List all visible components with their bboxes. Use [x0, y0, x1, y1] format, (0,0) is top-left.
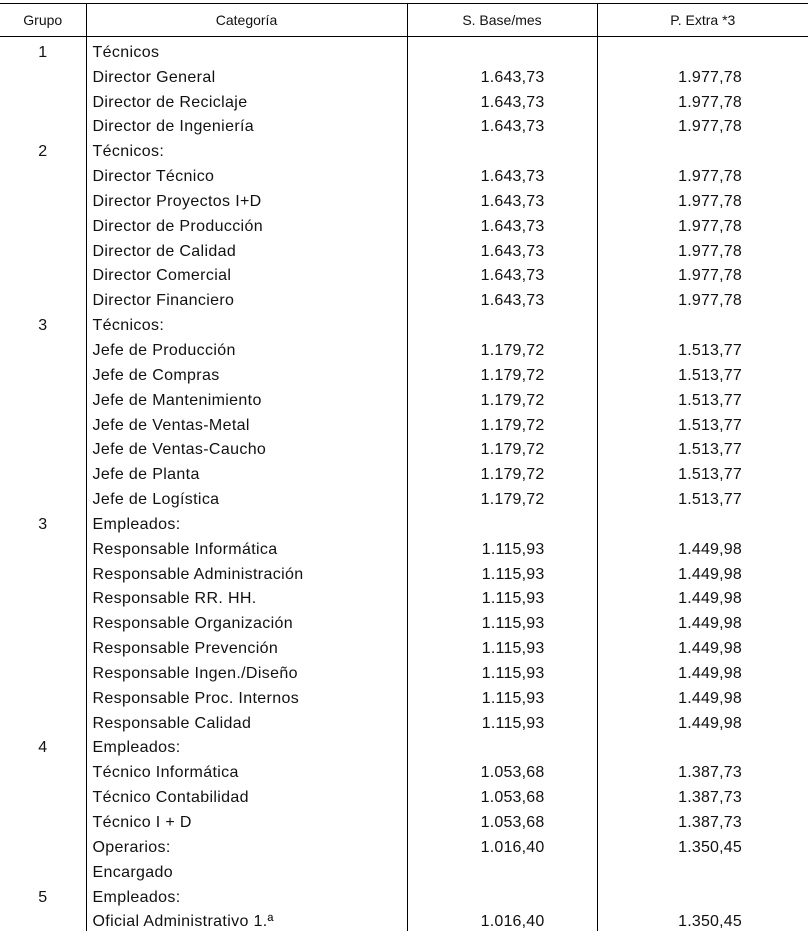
cell-grupo: [0, 907, 86, 932]
cell-extra: 1.513,77: [597, 484, 808, 509]
table-row: [0, 757, 808, 782]
cell-base: [407, 509, 597, 534]
table-header: [0, 4, 808, 37]
table-row: [0, 484, 808, 509]
cell-base: 1.115,93: [407, 708, 597, 733]
cell-categoria: Director General: [86, 62, 407, 87]
cell-extra: 1.513,77: [597, 435, 808, 460]
cell-grupo: [0, 161, 86, 186]
cell-base: 1.179,72: [407, 335, 597, 360]
cell-extra: 1.513,77: [597, 385, 808, 410]
cell-base: 1.643,73: [407, 236, 597, 261]
table-row: [0, 459, 808, 484]
table-row: [0, 608, 808, 633]
cell-grupo: [0, 708, 86, 733]
cell-base: 1.643,73: [407, 285, 597, 310]
cell-grupo: [0, 757, 86, 782]
table-row: [0, 87, 808, 112]
cell-grupo: [0, 236, 86, 261]
table-row: [0, 211, 808, 236]
table-row: [0, 907, 808, 932]
cell-categoria: Jefe de Ventas-Caucho: [86, 435, 407, 460]
cell-extra: 1.449,98: [597, 608, 808, 633]
cell-categoria: Responsable Administración: [86, 559, 407, 584]
cell-categoria: Jefe de Ventas-Metal: [86, 410, 407, 435]
table-row: [0, 161, 808, 186]
cell-base: 1.016,40: [407, 907, 597, 932]
cell-categoria: Empleados:: [86, 509, 407, 534]
cell-categoria: Responsable Prevención: [86, 633, 407, 658]
cell-categoria: Encargado: [86, 857, 407, 882]
cell-categoria: Director de Producción: [86, 211, 407, 236]
table-body: [0, 37, 808, 932]
cell-extra: [597, 733, 808, 758]
cell-base: 1.053,68: [407, 757, 597, 782]
cell-extra: 1.513,77: [597, 459, 808, 484]
cell-base: [407, 857, 597, 882]
cell-categoria: Jefe de Producción: [86, 335, 407, 360]
cell-grupo: [0, 62, 86, 87]
table-row: [0, 683, 808, 708]
table-row: [0, 882, 808, 907]
cell-categoria: Director de Ingeniería: [86, 112, 407, 137]
cell-base: [407, 733, 597, 758]
cell-extra: [597, 37, 808, 62]
cell-grupo: 3: [38, 515, 48, 533]
table-row: [0, 335, 808, 360]
cell-grupo: 5: [38, 888, 48, 906]
cell-extra: 1.977,78: [597, 62, 808, 87]
cell-base: 1.179,72: [407, 459, 597, 484]
cell-categoria: Responsable Calidad: [86, 708, 407, 733]
cell-categoria: Responsable RR. HH.: [86, 584, 407, 609]
cell-extra: 1.350,45: [597, 832, 808, 857]
table-row: [0, 385, 808, 410]
cell-categoria: Empleados:: [86, 882, 407, 907]
table-row: [0, 285, 808, 310]
cell-base: 1.115,93: [407, 608, 597, 633]
cell-extra: 1.449,98: [597, 559, 808, 584]
cell-categoria: Director Técnico: [86, 161, 407, 186]
cell-extra: 1.977,78: [597, 186, 808, 211]
cell-base: 1.115,93: [407, 584, 597, 609]
cell-categoria: Director Comercial: [86, 261, 407, 286]
cell-grupo: [0, 87, 86, 112]
header-base: S. Base/mes: [407, 4, 597, 37]
cell-base: 1.053,68: [407, 807, 597, 832]
cell-extra: 1.387,73: [597, 782, 808, 807]
cell-base: 1.643,73: [407, 87, 597, 112]
header-extra: P. Extra *3: [597, 4, 808, 37]
cell-grupo: [0, 186, 86, 211]
cell-grupo: 2: [38, 143, 48, 161]
cell-grupo: [0, 112, 86, 137]
cell-base: 1.179,72: [407, 385, 597, 410]
cell-extra: [597, 136, 808, 161]
header-row: [0, 4, 808, 37]
table-row: [0, 261, 808, 286]
cell-grupo: [0, 211, 86, 236]
cell-grupo: [0, 385, 86, 410]
table-row: [0, 534, 808, 559]
cell-grupo: [0, 559, 86, 584]
table-row: [0, 435, 808, 460]
table-row: [0, 832, 808, 857]
table-row: [0, 310, 808, 335]
cell-extra: 1.977,78: [597, 285, 808, 310]
cell-base: [407, 136, 597, 161]
cell-extra: 1.513,77: [597, 335, 808, 360]
cell-base: 1.115,93: [407, 633, 597, 658]
cell-grupo: [0, 459, 86, 484]
cell-extra: 1.449,98: [597, 683, 808, 708]
cell-base: 1.179,72: [407, 410, 597, 435]
cell-extra: 1.513,77: [597, 410, 808, 435]
cell-base: 1.643,73: [407, 161, 597, 186]
cell-categoria: Jefe de Mantenimiento: [86, 385, 407, 410]
cell-extra: 1.977,78: [597, 112, 808, 137]
cell-extra: 1.449,98: [597, 658, 808, 683]
cell-extra: 1.449,98: [597, 534, 808, 559]
cell-base: 1.643,73: [407, 62, 597, 87]
table-row: [0, 62, 808, 87]
cell-base: 1.643,73: [407, 211, 597, 236]
table-row: [0, 633, 808, 658]
cell-grupo: [0, 683, 86, 708]
cell-base: 1.179,72: [407, 435, 597, 460]
cell-base: 1.115,93: [407, 658, 597, 683]
table-row: [0, 559, 808, 584]
cell-grupo: [0, 584, 86, 609]
cell-base: 1.179,72: [407, 360, 597, 385]
cell-base: [407, 310, 597, 335]
cell-base: 1.053,68: [407, 782, 597, 807]
table-row: [0, 857, 808, 882]
cell-categoria: Responsable Proc. Internos: [86, 683, 407, 708]
cell-grupo: [0, 410, 86, 435]
cell-categoria: Técnico I + D: [86, 807, 407, 832]
table-row: [0, 509, 808, 534]
cell-categoria: Director de Calidad: [86, 236, 407, 261]
cell-categoria: Director Proyectos I+D: [86, 186, 407, 211]
cell-grupo: [0, 534, 86, 559]
cell-categoria: Director Financiero: [86, 285, 407, 310]
cell-extra: 1.977,78: [597, 161, 808, 186]
cell-categoria: Empleados:: [86, 733, 407, 758]
cell-extra: 1.350,45: [597, 907, 808, 932]
table-row: [0, 782, 808, 807]
cell-categoria: Técnicos:: [86, 136, 407, 161]
cell-base: 1.115,93: [407, 534, 597, 559]
cell-extra: [597, 509, 808, 534]
header-grupo: Grupo: [0, 4, 86, 37]
cell-extra: 1.977,78: [597, 87, 808, 112]
cell-base: 1.179,72: [407, 484, 597, 509]
cell-extra: 1.449,98: [597, 584, 808, 609]
cell-grupo: [0, 335, 86, 360]
cell-categoria: Técnico Contabilidad: [86, 782, 407, 807]
table-row: [0, 807, 808, 832]
cell-extra: 1.387,73: [597, 807, 808, 832]
cell-base: 1.643,73: [407, 261, 597, 286]
cell-grupo: [0, 807, 86, 832]
table-row: [0, 410, 808, 435]
table-row: [0, 186, 808, 211]
table-row: [0, 136, 808, 161]
cell-grupo: [0, 484, 86, 509]
cell-grupo: [0, 857, 86, 882]
cell-base: 1.016,40: [407, 832, 597, 857]
cell-extra: [597, 857, 808, 882]
table-row: [0, 658, 808, 683]
cell-grupo: [0, 633, 86, 658]
table-row: [0, 112, 808, 137]
cell-extra: 1.449,98: [597, 708, 808, 733]
cell-base: 1.115,93: [407, 683, 597, 708]
cell-base: [407, 882, 597, 907]
cell-extra: 1.513,77: [597, 360, 808, 385]
cell-extra: [597, 310, 808, 335]
salary-table: [0, 3, 808, 931]
cell-categoria: Responsable Informática: [86, 534, 407, 559]
cell-grupo: 3: [38, 317, 48, 335]
cell-grupo: 1: [38, 43, 48, 61]
header-categoria: Categoría: [86, 4, 407, 37]
cell-categoria: Técnicos: [86, 37, 407, 62]
cell-extra: 1.977,78: [597, 211, 808, 236]
cell-grupo: [0, 658, 86, 683]
cell-grupo: [0, 608, 86, 633]
cell-base: 1.115,93: [407, 559, 597, 584]
cell-grupo: [0, 285, 86, 310]
cell-categoria: Responsable Ingen./Diseño: [86, 658, 407, 683]
cell-extra: [597, 882, 808, 907]
table-row: [0, 236, 808, 261]
cell-categoria: Jefe de Logística: [86, 484, 407, 509]
cell-categoria: Director de Reciclaje: [86, 87, 407, 112]
table-row: [0, 584, 808, 609]
cell-base: 1.643,73: [407, 186, 597, 211]
cell-grupo: [0, 782, 86, 807]
table-row: [0, 37, 808, 62]
cell-categoria: Oficial Administrativo 1.ª: [86, 907, 407, 932]
cell-categoria: Jefe de Planta: [86, 459, 407, 484]
cell-extra: 1.387,73: [597, 757, 808, 782]
cell-grupo: [0, 435, 86, 460]
cell-grupo: 4: [38, 739, 48, 757]
cell-categoria: Técnico Informática: [86, 757, 407, 782]
cell-base: [407, 37, 597, 62]
table-row: [0, 708, 808, 733]
cell-categoria: Técnicos:: [86, 310, 407, 335]
cell-extra: 1.977,78: [597, 261, 808, 286]
table-row: [0, 360, 808, 385]
cell-categoria: Operarios:: [86, 832, 407, 857]
cell-grupo: [0, 261, 86, 286]
cell-grupo: [0, 360, 86, 385]
cell-categoria: Jefe de Compras: [86, 360, 407, 385]
cell-extra: 1.977,78: [597, 236, 808, 261]
cell-grupo: [0, 832, 86, 857]
cell-categoria: Responsable Organización: [86, 608, 407, 633]
cell-base: 1.643,73: [407, 112, 597, 137]
table-row: [0, 733, 808, 758]
cell-extra: 1.449,98: [597, 633, 808, 658]
